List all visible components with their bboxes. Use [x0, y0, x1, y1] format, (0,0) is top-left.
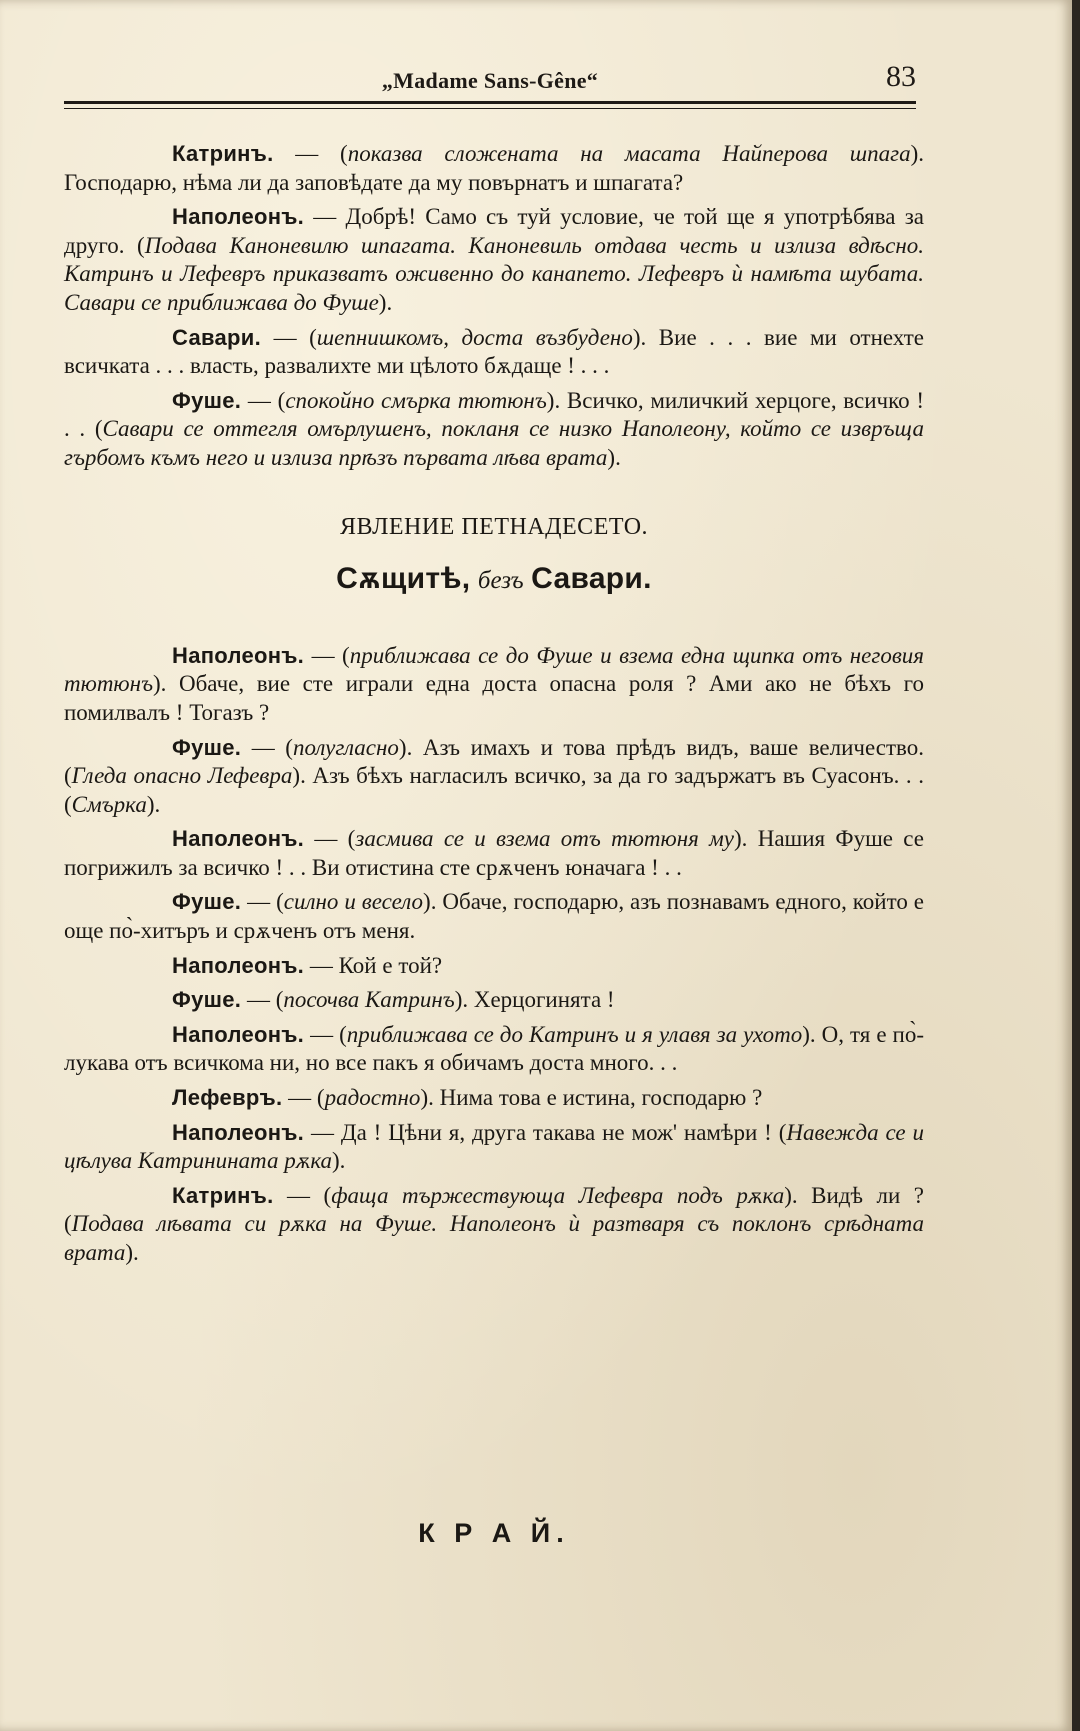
- stage-direction: Навежда се и цѣлува Катринината рѫка: [64, 1119, 925, 1174]
- dialogue-paragraph: [64, 825, 924, 882]
- speaker-name: Наполеонъ.: [172, 1119, 305, 1145]
- stage-direction: Смърка: [71, 791, 147, 817]
- dash: — (: [261, 324, 317, 350]
- stage-direction: показва сложената на масата Найперова шпага: [347, 141, 911, 166]
- scene-heading: ЯВЛЕНИЕ ПЕТНАДЕСЕТО.: [339, 513, 649, 540]
- stage-direction: шепнишкомъ, доста възбудено: [316, 324, 633, 350]
- closing-punctuation: ).: [125, 1240, 139, 1265]
- dash: — (: [241, 987, 284, 1013]
- speaker-name: Фуше.: [172, 987, 242, 1013]
- end-marker: К Р А Й.: [418, 1518, 570, 1548]
- speaker-name: Фуше.: [172, 889, 242, 915]
- dialogue-paragraph: [64, 324, 924, 381]
- speaker-name: Фуше.: [172, 734, 242, 760]
- dialogue-paragraph: [64, 140, 924, 197]
- speaker-name: Наполеонъ.: [172, 826, 305, 852]
- dash: —: [304, 204, 346, 230]
- spoken-text: ). Обаче, господарю, азъ познавамъ едного, който е още по̀-хитъръ и срѫченъ отъ меня.: [64, 889, 924, 944]
- stage-direction: Подава лѣвата си рѫка на Фуше. Наполеонъ ѝ разтваря съ поклонъ срѣдната врата: [64, 1211, 924, 1265]
- spoken-text: ). Обаче, вие сте играли една доста опасна роля ? Ами ако не бѣхъ го помилвалъ ! Тогазъ ?: [64, 671, 924, 725]
- dash: — (: [241, 387, 286, 413]
- spoken-text: Кой е той?: [338, 952, 443, 978]
- spoken-text: ). Азъ имахъ и това прѣдъ видъ, ваше величество. (: [64, 734, 924, 789]
- dash: — (: [273, 1182, 332, 1208]
- dash: — (: [241, 889, 284, 915]
- spoken-text: ). Господарю, нѣма ли да заповѣдате да му повърнатъ и шпагата?: [64, 141, 924, 195]
- speaker-name: Савари.: [172, 324, 262, 350]
- closing-punctuation: ).: [378, 289, 393, 315]
- stage-direction: приближава се до Катринъ и я улавя за ухото: [346, 1021, 803, 1047]
- dash: —: [304, 952, 339, 978]
- dialogue-paragraph: [64, 642, 924, 728]
- cast-without: безъ: [477, 567, 524, 595]
- speaker-name: Катринъ.: [172, 141, 274, 166]
- dialogue-paragraph: [64, 203, 924, 317]
- speaker-name: Наполеонъ.: [172, 642, 305, 668]
- dash: —: [304, 1119, 341, 1145]
- speaker-name: Лефевръ.: [172, 1085, 283, 1111]
- scene-cast: [64, 562, 924, 596]
- spoken-text: ). Нашия Фуше се погрижилъ за всичко ! . . Ви отистина сте срѫченъ юначага ! . .: [64, 826, 924, 880]
- dash: — (: [241, 734, 293, 760]
- cast-absent-character: Савари.: [531, 562, 652, 596]
- spoken-text: Да ! Цѣни я, друга такава не мож' намѣри ! (: [340, 1119, 787, 1145]
- header-rule-thin: [64, 108, 916, 109]
- dialogue-paragraph: [64, 1182, 924, 1268]
- stage-direction: Гледа опасно Лефевра: [71, 763, 293, 789]
- dialogue-paragraph: [64, 387, 924, 473]
- stage-direction: фаща тържествующа Лефевра подъ рѫка: [331, 1182, 785, 1208]
- spoken-text: ). Всичко, миличкий херцоге, всичко ! . . (: [64, 387, 924, 442]
- speaker-name: Наполеонъ.: [172, 952, 305, 978]
- speaker-name: Катринъ.: [172, 1182, 274, 1208]
- spoken-text: ). Азъ бѣхъ нагласилъ всичко, за да го задържатъ въ Суасонъ. . . (: [64, 763, 924, 817]
- page-body: [64, 140, 924, 1274]
- dialogue-paragraph: [64, 952, 924, 981]
- dialogue-paragraph: [64, 1021, 924, 1078]
- header-rule-thick: [64, 101, 916, 104]
- stage-direction: спокойно смърка тютюнъ: [285, 387, 547, 413]
- stage-direction: полугласно: [292, 734, 399, 760]
- spoken-text: ). Видѣ ли ? (: [64, 1182, 924, 1237]
- dialogue-paragraph: [64, 1119, 924, 1176]
- speaker-name: Фуше.: [172, 387, 242, 413]
- dialogue-paragraph: [64, 986, 924, 1015]
- stage-direction: Подава Каноневилю шпагата. Каноневиль отдава честь и излиза вдѣсно. Катринъ и Лефевръ приказватъ оживенно до канапето. Лефевръ ѝ намѣта шубата. Савари се приближава до Фуше: [64, 232, 924, 315]
- stage-direction: приближава се до Фуше и взема една щипка отъ неговия тютюнъ: [64, 642, 924, 697]
- dialogue-paragraph: [64, 888, 924, 945]
- speaker-name: Наполеонъ.: [172, 1021, 305, 1047]
- spoken-text: ). О, тя е по̀-лукава отъ всичкома ни, но все пакъ я обичамъ доста много. . .: [64, 1021, 924, 1076]
- stage-direction: радостно: [324, 1085, 421, 1111]
- spoken-text: ). Нима това е истина, господарю ?: [420, 1085, 763, 1111]
- spoken-text: ). Херцогинята !: [454, 987, 615, 1013]
- spoken-text: Добрѣ! Само съ туй условие, че той ще я употрѣбява за друго. (: [64, 204, 924, 258]
- cast-characters: Сѫщитѣ,: [336, 562, 471, 596]
- stage-direction: засмива се и взема отъ тютюня му: [355, 826, 735, 852]
- stage-direction: силно и весело: [283, 889, 424, 915]
- closing-punctuation: ).: [146, 791, 161, 817]
- stage-direction: Савари се оттегля омърлушенъ, покланя се низко Наполеону, който се извръща гърбомъ къмъ него и излиза прѣзъ първата лѣва врата: [64, 416, 924, 470]
- dash: — (: [282, 1085, 325, 1111]
- closing-punctuation: ).: [607, 444, 621, 470]
- speaker-name: Наполеонъ.: [172, 204, 305, 230]
- spoken-text: ). Вие . . . вие ми отнехте всичката . . . власть, развалихте ми цѣлото бѫдаще ! . . .: [64, 324, 924, 379]
- dash: — (: [304, 642, 350, 668]
- dash: — (: [304, 1021, 347, 1047]
- running-head: [64, 58, 916, 98]
- closing-punctuation: ).: [332, 1148, 346, 1174]
- running-title: „Madame Sans-Gêne“: [381, 68, 599, 93]
- page-number: 83: [886, 60, 916, 93]
- dash: — (: [273, 141, 348, 166]
- dialogue-paragraph: [64, 1084, 924, 1113]
- stage-direction: посочва Катринъ: [283, 987, 455, 1013]
- dialogue-paragraph: [64, 734, 924, 820]
- dash: — (: [304, 826, 356, 852]
